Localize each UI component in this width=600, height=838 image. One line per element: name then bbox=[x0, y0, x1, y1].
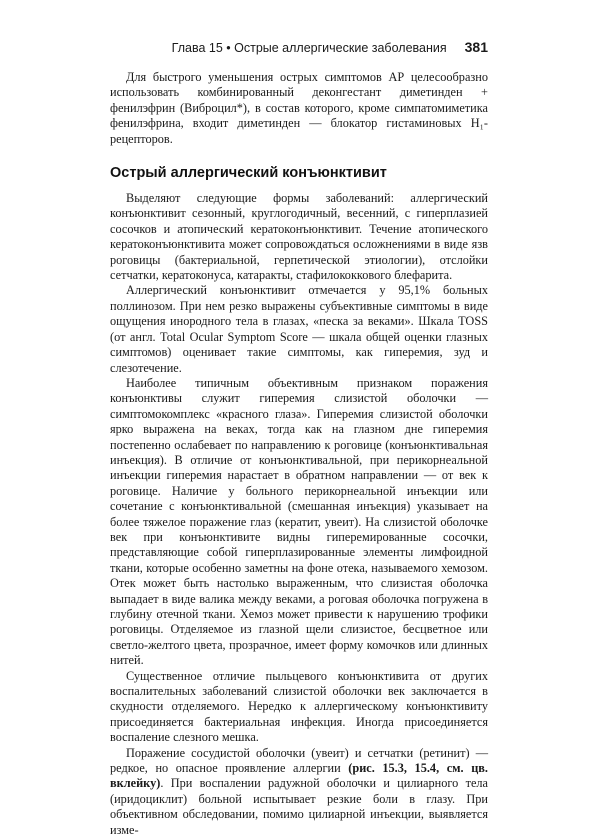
paragraph-hyperemia: Наиболее типичным объективным признаком поражения конъюнктивы служит гиперемия слизистой оболочки — симптомокомплекс «красного глаза». Гиперемия слизистой оболочки ярко выражена на веках, тогда как на глазном дне гиперемия постепенно ослабевает по направлению к роговице (конъюнктивальная инъекция). В отличие от конъюнктивальной, при перикорнеальной инъекции гиперемия нарастает в обратном направлении — от век к роговице. Наличие у больного перикорнеальной инъекции или сочетание с конъюнктивальной (смешанная инъекция) указывает на более тяжелое поражение глаз (кератит, увеит). На слизистой оболочке век при конъюнктивите видны гиперемированные сосочки, представляющие собой гиперплазированные элементы лимфоидной ткани, которые особенно заметны на фоне отека, называемого хемозом. Отек может быть настолько выраженным, что слизистая оболочка выпадает в виде валика между веками, а роговая оболочка погружена в глубину отечной ткани. Хемоз может привести к нарушению трофики роговицы. Отделяемое из глазной щели слизистое, бесцветное или светло-желтого цвета, прозрачное, имеет форму комочков или длинных нитей. bbox=[110, 375, 488, 668]
page-body bbox=[110, 70, 488, 838]
paragraph-forms: Выделяют следующие формы заболеваний: аллергический конъюнктивит сезонный, круглогодичный, весенний, с гиперплазией сосочков и атопический кератоконъюнктивит. Течение атопического кератоконъюнктивита может сопровождаться осложнениями в виде язв роговицы (бактериальной, герпетической этиологии), отслойки сетчатки, кератоконуса, катаракты, стафилококкового блефарита. bbox=[110, 191, 488, 283]
paragraph-symptoms: Аллергический конъюнктивит отмечается у 95,1% больных поллинозом. При нем резко выражены субъективные симптомы в виде ощущения инородного тела в глазах, «песка за веками». Шкала TOSS (от англ. Total Ocular Symptom Score — шкала общей оценки глазных симптомов) оценивает такие симптомы, как гиперемия, зуд и слезотечение. bbox=[110, 283, 488, 375]
figure-reference: (рис. 15.3, 15.4, см. цв. вклейку) bbox=[110, 761, 488, 791]
chapter-title: Глава 15 • Острые аллергические заболевания bbox=[171, 41, 447, 55]
page-number: 381 bbox=[464, 39, 488, 55]
intro-paragraph: Для быстрого уменьшения острых симптомов АР целесообразно использовать комбинированный деконгестант диметинден + фенилэфрин (Виброцил*), в состав которого, кроме симпатомиметика фенилэфрина, входит диметинден — блокатор гистаминовых H₁-рецепторов. bbox=[110, 70, 488, 146]
paragraph-uveitis bbox=[110, 746, 488, 838]
running-header bbox=[110, 39, 488, 55]
uveitis-text-start: Поражение сосудистой оболочки (увеит) и сетчатки (ретинит) — редкое, но опасное проявление аллергии bbox=[110, 745, 488, 776]
uveitis-text-end: . При воспалении радужной оболочки и цилиарного тела (иридоциклит) больной испытывает резкие боли в глазу. При объективном обследовании, помимо цилиарной инъекции, выявляется изме- bbox=[110, 776, 488, 837]
section-heading: Острый аллергический конъюнктивит bbox=[110, 165, 387, 182]
paragraph-discharge: Существенное отличие пыльцевого конъюнктивита от других воспалительных заболеваний слизистой оболочки век заключается в скудности отделяемого. Нередко к аллергическому конъюнктивиту присоединяется бактериальная инфекция. Иногда присоединяется воспаление слезного мешка. bbox=[110, 668, 488, 745]
